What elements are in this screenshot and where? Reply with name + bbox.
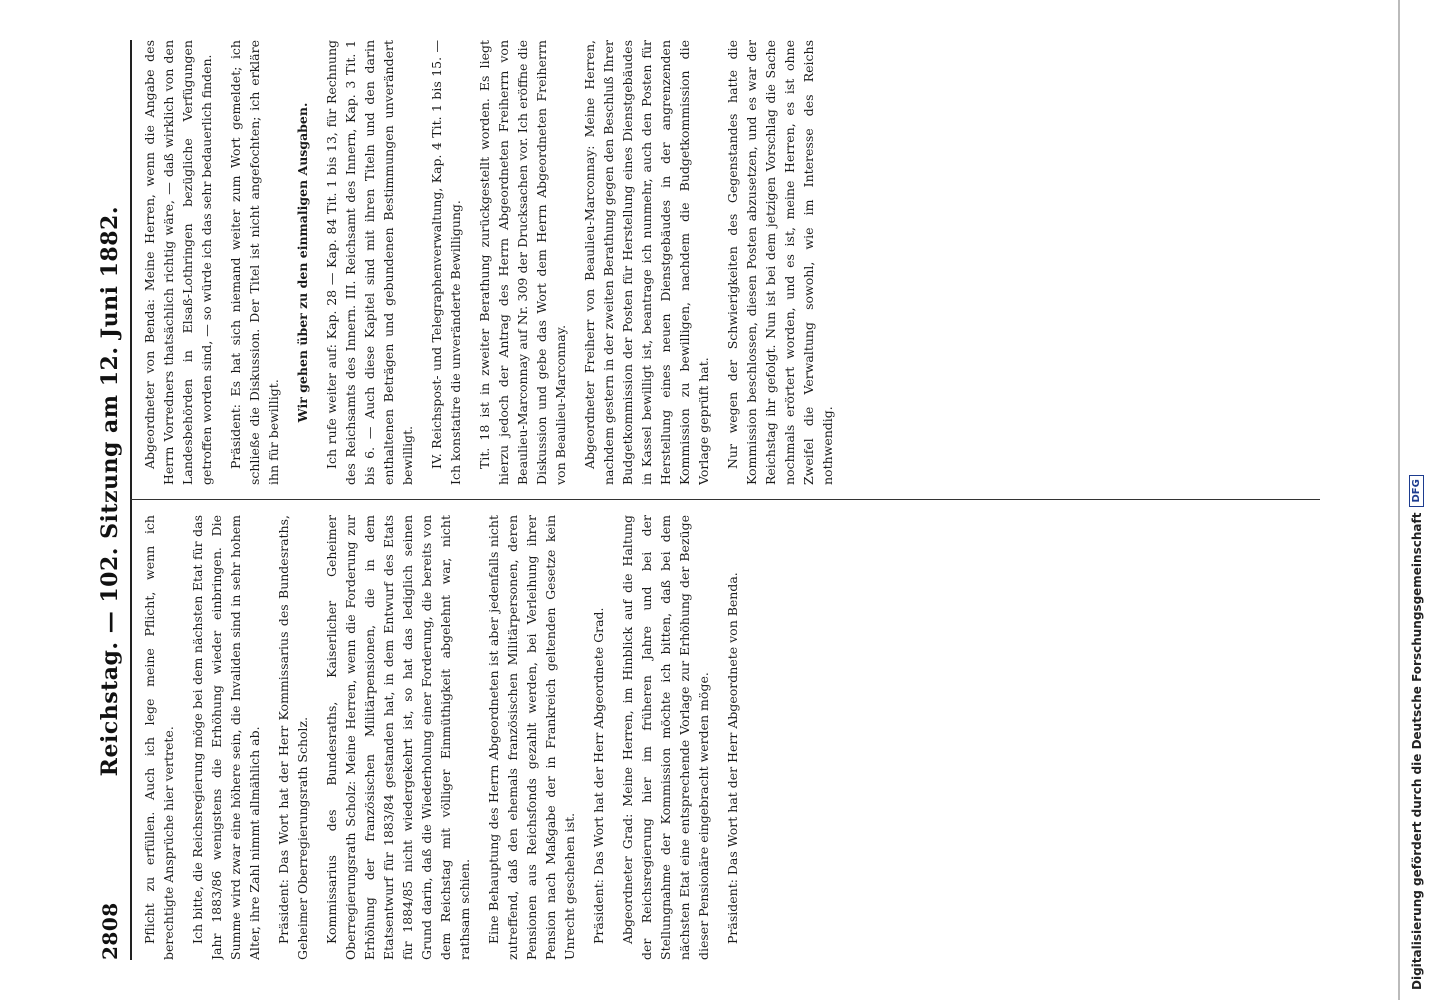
paragraph: Eine Behauptung des Herrn Abgeordneten ist aber jedenfalls nicht zutreffend, daß den ehemals französischen Militärpersonen, deren Pensionen aus Reichsfonds gezahlt werden, bei Verleihung ihrer Pension nach Maßgabe der in Frankreich geltenden Gesetze kein Unrecht geschehen ist. xyxy=(486,515,577,960)
section-heading: Wir gehen über zu den einmaligen Ausgaben. xyxy=(295,102,310,423)
dfg-logo-icon: DFG xyxy=(1409,475,1424,506)
credit-text: Digitalisierung gefördert durch die Deutsche Forschungsgemeinschaft xyxy=(1409,512,1424,990)
running-title: Reichstag. — 102. Sitzung am 12. Juni 1882. xyxy=(97,206,123,777)
scan-edge-line xyxy=(1398,0,1400,1000)
paragraph: Kommissarius des Bundesraths, Kaiserlicher Geheimer Oberregierungsrath Scholz: Meine Herren, wenn die Forderung zur Erhöhung der französischen Militärpensionen, die in dem Etatsentwurf für 1883/84 gestanden hat, in dem Entwurf des Etats für 1884/85 nicht wiedergekehrt ist, so hat das lediglich seinen Grund darin, daß die Wiederholung einer Forderung, die bereits von dem Reichstag mit völliger Einmüthigkeit abgelehnt war, nicht rathsam schien. xyxy=(324,515,472,960)
text-columns xyxy=(140,40,1320,960)
left-column xyxy=(140,515,1320,960)
right-column xyxy=(140,40,1320,485)
paragraph: Tit. 18 ist in zweiter Berathung zurückgestellt worden. Es liegt hierzu jedoch der Antrag des Herrn Abgeordneten Freiherrn von Beaulieu-Marconnay auf Nr. 309 der Drucksachen vor. Ich eröffne die Diskussion und gebe das Wort dem Herrn Abgeordneten Freiherrn von Beaulieu-Marconnay. xyxy=(477,40,568,485)
paragraph: Ich rufe weiter auf: Kap. 28 — Kap. 84 Tit. 1 bis 13, für Rechnung des Reichsamts des Innern. III. Reichsamt des Innern, Kap. 3 Tit. 1 bis 6. — Auch diese Kapitel sind mit ihren Titeln und den darin enthaltenen Beträgen und gebundenen Bestimmungen unverändert bewilligt. xyxy=(324,40,415,485)
page-number: 2808 xyxy=(98,902,122,960)
paragraph: Ich bitte, die Reichsregierung möge bei dem nächsten Etat für das Jahr 1883/86 wenigstens die Erhöhung wieder einbringen. Die Summe wird zwar eine höhere sein, die Invaliden sind in sehr hohem Alter, ihre Zahl nimmt allmählich ab. xyxy=(190,515,262,960)
paragraph: Abgeordneter Grad: Meine Herren, im Hinblick auf die Haltung der Reichsregierung hier im früheren Jahre und bei der Stellungnahme der Kommission möchte ich bitten, daß bei dem nächsten Etat eine entsprechende Vorlage zur Erhöhung der Bezüge dieser Pensionäre eingebracht werden möge. xyxy=(620,515,711,960)
digitization-credit xyxy=(1406,0,1430,1000)
paragraph: Nur wegen der Schwierigkeiten des Gegenstandes hatte die Kommission beschlossen, diesen Posten abzusetzen, und es war der Reichstag ihr gefolgt. Nun ist bei dem jetzigen Vorschlag die Sache nochmals erörtert worden, und es ist, meine Herren, es ist ohne Zweifel die Verwaltung sowohl, wie im Interesse des Reichs nothwendig. xyxy=(725,40,835,485)
paragraph: Präsident: Das Wort hat der Herr Abgeordnete von Benda. xyxy=(725,572,740,944)
paragraph: Pflicht zu erfüllen. Auch ich lege meine Pflicht, wenn ich berechtigte Ansprüche hier vertrete. xyxy=(142,515,176,960)
newspaper-sheet xyxy=(90,40,1320,960)
credit-text-wrapper xyxy=(1409,475,1424,990)
paragraph: Präsident: Das Wort hat der Herr Kommissarius des Bundesraths, Geheimer Oberregierungsrath Scholz. xyxy=(276,515,310,960)
paragraph: Abgeordneter Freiherr von Beaulieu-Marconnay: Meine Herren, nachdem gestern in der zweiten Berathung gegen den Beschluß Ihrer Budgetkommission der Posten für Herstellung eines Dienstgebäudes in Kassel bewilligt ist, beantrage ich nunmehr, auch den Posten für Herstellung eines neuen Dienstgebäudes in der angrenzenden Kommission zu bewilligen, nachdem die Budgetkommission die Vorlage geprüft hat. xyxy=(582,40,711,485)
paragraph: Präsident: Das Wort hat der Herr Abgeordnete Grad. xyxy=(591,607,606,944)
paragraph: Präsident: Es hat sich niemand weiter zum Wort gemeldet; ich schließe die Diskussion. Der Titel ist nicht angefochten; ich erkläre ihn für bewilligt. xyxy=(228,40,281,485)
paragraph: IV. Reichspost- und Telegraphenverwaltung, Kap. 4 Tit. 1 bis 15. — Ich konstatire die unveränderte Bewilligung. xyxy=(429,40,463,485)
paragraph: Abgeordneter von Benda: Meine Herren, wenn die Angabe des Herrn Vorredners thatsächlich richtig wäre, — daß wirklich von den Landesbehörden in Elsaß-Lothringen bezügliche Verfügungen getroffen worden sind, — so würde ich das sehr bedauerlich finden. xyxy=(142,40,214,485)
page-header xyxy=(90,40,132,960)
